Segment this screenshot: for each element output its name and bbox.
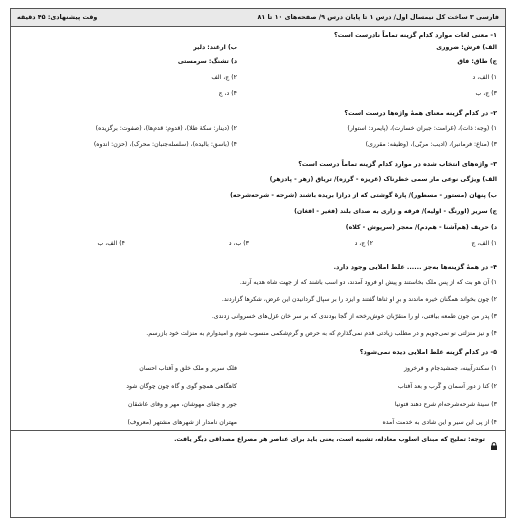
q3-item-d: د) حریف (هم‌آشنا - هم‌دم)/ معجر (سرپوش - کلاه) xyxy=(345,224,497,231)
q5-option-2-left: کاهگاهی همچو گوی و گاه چون چوگان شود xyxy=(126,383,237,390)
q1-item-a: الف) فرش: ضروری xyxy=(436,44,497,51)
exam-header xyxy=(11,9,505,27)
q1-item-d: د) تشنگ: سرمستی xyxy=(177,58,237,65)
q2-option-2: ۲) (دینار: سکهٔ طلا)، (قدوم: قدم‌ها)، (صفوت: برگزیده) xyxy=(95,125,237,132)
q1-option-2: ۲) ج، الف xyxy=(211,74,237,81)
q1-option-4: ۴) د، ج xyxy=(218,90,237,97)
q2-stem: ۲- در کدام گزینه معنای همهٔ واژه‌ها درست است؟ xyxy=(344,109,497,117)
q2-option-3: ۳) (مناع: فرمانبر)، (ادیب: مربّی)، (وظیفه: مقرری) xyxy=(365,141,497,148)
lock-icon xyxy=(490,435,498,443)
q3-item-c: ج) سریر (اورنگ - اولیه)/ فرقه و زاری به صدای بلند (فغیر - افغان) xyxy=(294,208,497,215)
q3-item-b: ب) پنهان (مستور - مسطور)/ پارهٔ گوشتی که از درازا بریده باشند (شرحه - شرحه‌شرحه) xyxy=(230,192,497,199)
q5-option-2-right: ۲) کنا ز دور آسمان و گَرب و بعد آفتاب xyxy=(397,383,497,390)
q3-option-1: ۱) الف، ج xyxy=(471,240,497,247)
footer-note-box xyxy=(11,430,505,457)
q1-option-3: ۳) ج، ب xyxy=(475,90,497,97)
q4-stem: ۴- در همهٔ گزینه‌ها به‌جز ...... غلط املایی وجود دارد. xyxy=(333,263,497,271)
q4-option-2: ۲) چون بخواند همگنان خیره ماندند و برِ او ثناها گفتند و ایزد را بر سپال گردانیدن این غرض، شکرها گزاردند. xyxy=(221,296,497,303)
q4-option-4: ۴) و نیز منزلتی نو نمی‌جویم و در مطلب زیادتی قدم نمی‌گذارم که به حرص و گرم‌شکمی منسوب شوم و امیدوارم به منزلت خود بازرسم. xyxy=(146,330,497,337)
q1-item-b: ب) ارغند: دلیر xyxy=(193,44,237,51)
q1-item-c: ج) طاق: فاق xyxy=(457,58,497,65)
q5-stem: ۵- در کدام گزینه غلط املایی دیده نمی‌شود؟ xyxy=(359,348,497,356)
q5-option-4-right: ۴) از پی این سیر و این شادی به خدمت آمده xyxy=(382,419,497,426)
q3-item-a: الف) ویژگی نوعی مار سمی خطرناک (غریزه - گرزه)/ تریاق (زهر - پادزهر) xyxy=(269,176,497,183)
q5-option-4-left: مهتران نامدار از شهرهای مشتهر (معروف) xyxy=(127,419,237,426)
q5-option-3-left: جور و جفای مهوشان، مهر و وفای عاشقان xyxy=(128,401,237,408)
exam-title: فارسی ۳ ساخت کل نیمسال اول/ درس ۱ تا پایان درس ۹/ صفحه‌های ۱۰ تا ۸۱ xyxy=(257,13,499,21)
exam-sheet xyxy=(10,8,506,518)
q3-stem: ۳- واژه‌های انتخاب شده در موارد کدام گزینه تماماً درست است؟ xyxy=(298,160,497,168)
q4-option-1: ۱) آن هو بت که از پس ملک بخاستند و پیش او فرود آمدند، دو اسب باشند که از جهت شاه هدیه آرند. xyxy=(239,279,497,286)
q3-option-2: ۲) ج، د xyxy=(354,240,373,247)
q5-option-1-right: ۱) سکندرآیینه، جمشیدجام و فرخروز xyxy=(404,365,497,372)
q3-option-3: ۳) ب، د xyxy=(228,240,249,247)
q4-option-3: ۳) پدر من جون طمعه بیافتی، او را منقرّبان خوش‌رخحه از گجا بودندی که بر سر خان غزل‌های خسروانی زدندی. xyxy=(211,313,497,320)
q2-option-1: ۱) (وجه: ذات)، (غرامت: جبران خسارت)، (پایمرد: استوار) xyxy=(347,125,497,132)
q2-option-4: ۴) (باسق: بالیده)، (سلسله‌جنبان: محرک)، (حزن: اندوه) xyxy=(93,141,237,148)
q1-option-1: ۱) الف، د xyxy=(472,74,497,81)
q1-stem: ۱- معنی لغات موارد کدام گزینه تماماً نادرست است؟ xyxy=(334,31,497,39)
footer-note: توجه: تملیح که مبنای اسلوب معادله، تشبیه است، یعنی باید برای عناصر هر مصراع مصداقی دیگر یافت. xyxy=(174,436,485,443)
q5-option-1-left: فلک سریر و ملک خلق و آفتاب احسان xyxy=(139,365,237,372)
q3-option-4: ۴) الف، ب xyxy=(97,240,125,247)
q5-option-3-right: ۳) سینهٔ شرحه‌شرحه‌ام شرح دهند فتونیا xyxy=(394,401,497,408)
suggested-time: وقت پیشنهادی: ۴۵ دقیقه xyxy=(17,13,98,21)
